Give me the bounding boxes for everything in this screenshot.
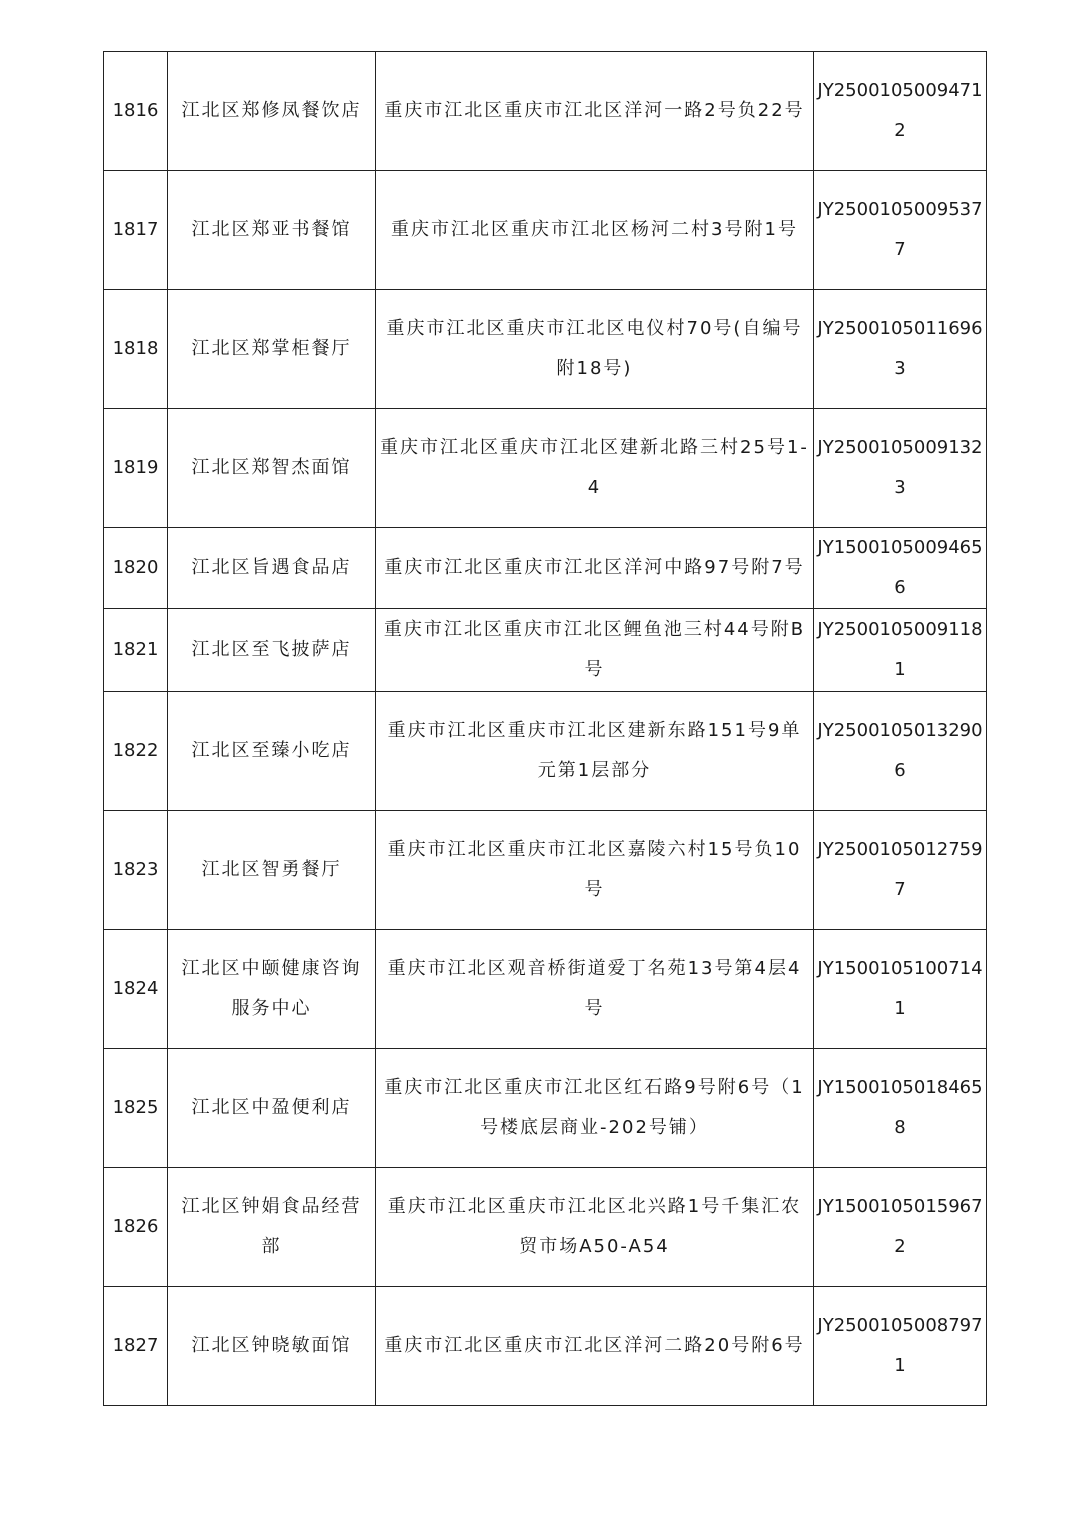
business-name: 江北区中颐健康咨询服务中心 [168, 930, 376, 1049]
table-row [104, 171, 987, 290]
row-number: 1822 [104, 692, 168, 811]
license-number: JY15001050094656 [814, 528, 987, 609]
license-number: JY15001050184658 [814, 1049, 987, 1168]
license-number: JY15001051007141 [814, 930, 987, 1049]
business-name: 江北区郑修凤餐饮店 [168, 52, 376, 171]
table-row [104, 290, 987, 409]
row-number: 1821 [104, 609, 168, 692]
table-row [104, 1287, 987, 1406]
license-number: JY25001050087971 [814, 1287, 987, 1406]
business-address: 重庆市江北区重庆市江北区建新北路三村25号1-4 [376, 409, 814, 528]
table-row [104, 609, 987, 692]
business-name: 江北区郑智杰面馆 [168, 409, 376, 528]
row-number: 1823 [104, 811, 168, 930]
business-name: 江北区至飞披萨店 [168, 609, 376, 692]
row-number: 1825 [104, 1049, 168, 1168]
license-number: JY25001050127597 [814, 811, 987, 930]
business-name: 江北区旨遇食品店 [168, 528, 376, 609]
table-row [104, 409, 987, 528]
row-number: 1819 [104, 409, 168, 528]
business-address: 重庆市江北区重庆市江北区洋河二路20号附6号 [376, 1287, 814, 1406]
business-name: 江北区钟娟食品经营部 [168, 1168, 376, 1287]
row-number: 1817 [104, 171, 168, 290]
license-number: JY25001050116963 [814, 290, 987, 409]
table-row [104, 52, 987, 171]
business-address: 重庆市江北区重庆市江北区杨河二村3号附1号 [376, 171, 814, 290]
row-number: 1824 [104, 930, 168, 1049]
table-row [104, 528, 987, 609]
business-address: 重庆市江北区重庆市江北区洋河一路2号负22号 [376, 52, 814, 171]
business-address: 重庆市江北区重庆市江北区鲤鱼池三村44号附B号 [376, 609, 814, 692]
license-number: JY25001050095377 [814, 171, 987, 290]
table-row [104, 1049, 987, 1168]
business-address: 重庆市江北区重庆市江北区洋河中路97号附7号 [376, 528, 814, 609]
business-address: 重庆市江北区重庆市江北区红石路9号附6号（1号楼底层商业-202号铺） [376, 1049, 814, 1168]
business-address: 重庆市江北区重庆市江北区电仪村70号(自编号附18号) [376, 290, 814, 409]
table-row [104, 692, 987, 811]
business-address: 重庆市江北区观音桥街道爱丁名苑13号第4层4号 [376, 930, 814, 1049]
row-number: 1816 [104, 52, 168, 171]
license-number: JY15001050159672 [814, 1168, 987, 1287]
license-number: JY25001050094712 [814, 52, 987, 171]
business-name: 江北区钟晓敏面馆 [168, 1287, 376, 1406]
business-name: 江北区中盈便利店 [168, 1049, 376, 1168]
business-address: 重庆市江北区重庆市江北区建新东路151号9单元第1层部分 [376, 692, 814, 811]
business-name: 江北区郑掌柜餐厅 [168, 290, 376, 409]
business-name: 江北区智勇餐厅 [168, 811, 376, 930]
business-registry-table [103, 51, 987, 1406]
license-number: JY25001050132906 [814, 692, 987, 811]
table-row [104, 811, 987, 930]
business-address: 重庆市江北区重庆市江北区北兴路1号千集汇农贸市场A50-A54 [376, 1168, 814, 1287]
row-number: 1826 [104, 1168, 168, 1287]
row-number: 1827 [104, 1287, 168, 1406]
license-number: JY25001050091181 [814, 609, 987, 692]
table-row [104, 930, 987, 1049]
row-number: 1818 [104, 290, 168, 409]
business-name: 江北区至臻小吃店 [168, 692, 376, 811]
business-name: 江北区郑亚书餐馆 [168, 171, 376, 290]
table-row [104, 1168, 987, 1287]
row-number: 1820 [104, 528, 168, 609]
license-number: JY25001050091323 [814, 409, 987, 528]
business-address: 重庆市江北区重庆市江北区嘉陵六村15号负10号 [376, 811, 814, 930]
